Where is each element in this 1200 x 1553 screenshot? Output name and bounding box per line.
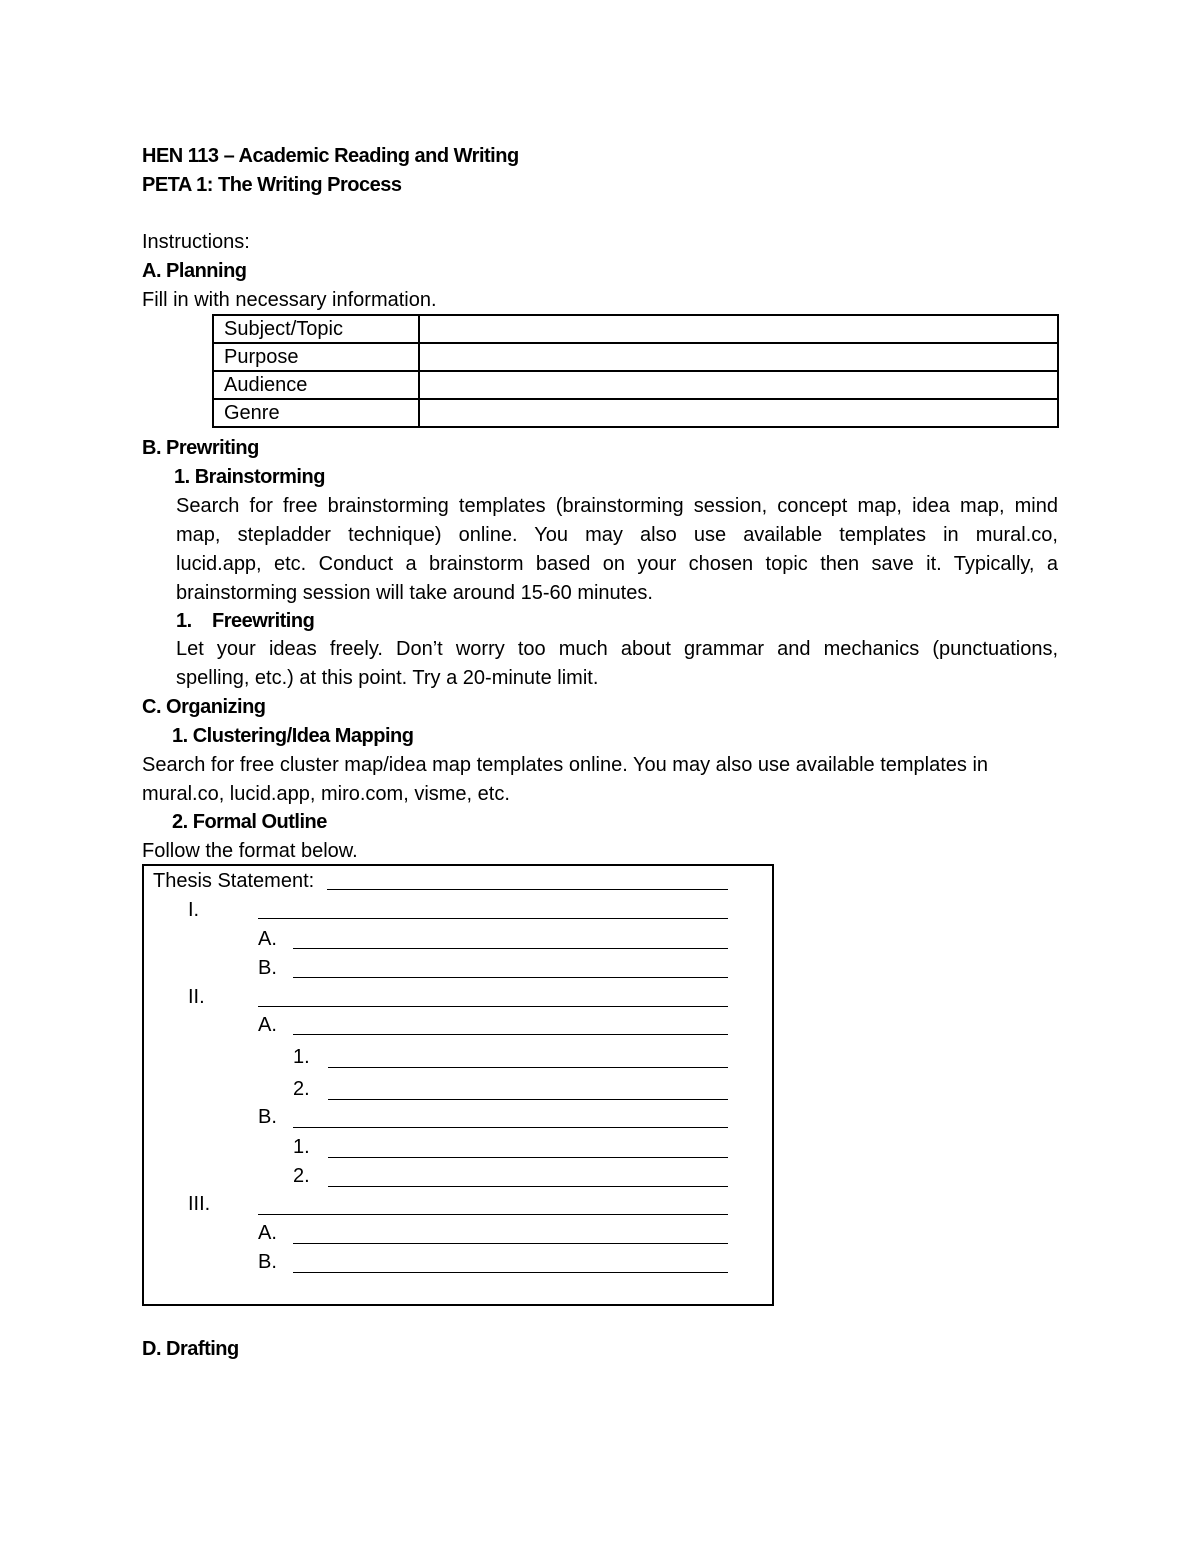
outline-line[interactable] bbox=[258, 1214, 728, 1215]
instructions-label: Instructions: bbox=[142, 231, 250, 253]
table-label-purpose: Purpose bbox=[213, 343, 419, 371]
freewriting-number: 1. bbox=[176, 610, 192, 632]
outline-marker: A. bbox=[258, 1014, 277, 1036]
thesis-line[interactable] bbox=[327, 889, 728, 890]
outline-line[interactable] bbox=[293, 1034, 728, 1035]
outline-marker: B. bbox=[258, 1106, 277, 1128]
outline-line[interactable] bbox=[293, 1243, 728, 1244]
outline-line[interactable] bbox=[328, 1067, 728, 1068]
clustering-paragraph bbox=[142, 751, 1052, 809]
outline-marker: 1. bbox=[293, 1046, 310, 1068]
outline-heading: 2. Formal Outline bbox=[172, 811, 327, 833]
outline-box bbox=[142, 864, 774, 1306]
paragraph-line: lucid.app, etc. Conduct a brainstorm based on your chosen topic then save it. Typically, a bbox=[176, 553, 1058, 575]
brainstorming-heading: 1. Brainstorming bbox=[174, 466, 325, 488]
clustering-heading: 1. Clustering/Idea Mapping bbox=[172, 725, 414, 747]
outline-marker: B. bbox=[258, 957, 277, 979]
table-row bbox=[213, 315, 1058, 343]
paragraph-line: mural.co, lucid.app, miro.com, visme, etc. bbox=[142, 783, 510, 805]
thesis-label: Thesis Statement: bbox=[153, 870, 315, 892]
table-value-purpose[interactable] bbox=[419, 343, 1058, 371]
outline-line[interactable] bbox=[328, 1186, 728, 1187]
table-value-genre[interactable] bbox=[419, 399, 1058, 427]
freewriting-paragraph bbox=[176, 635, 1058, 693]
prewriting-heading: B. Prewriting bbox=[142, 437, 259, 459]
course-title: HEN 113 – Academic Reading and Writing bbox=[142, 145, 519, 167]
paragraph-line: Let your ideas freely. Don’t worry too much about grammar and mechanics (punctuations, bbox=[176, 638, 1058, 660]
outline-line[interactable] bbox=[328, 1157, 728, 1158]
outline-marker: A. bbox=[258, 1222, 277, 1244]
organizing-heading: C. Organizing bbox=[142, 696, 266, 718]
table-label-genre: Genre bbox=[213, 399, 419, 427]
paragraph-line: spelling, etc.) at this point. Try a 20-minute limit. bbox=[176, 667, 599, 689]
planning-table bbox=[212, 314, 1059, 428]
outline-line[interactable] bbox=[293, 948, 728, 949]
outline-marker: I. bbox=[188, 899, 200, 921]
outline-line[interactable] bbox=[258, 1006, 728, 1007]
outline-line[interactable] bbox=[293, 1127, 728, 1128]
paragraph-line: map, stepladder technique) online. You may also use available templates in mural.co, bbox=[176, 524, 1058, 546]
outline-marker: 2. bbox=[293, 1078, 310, 1100]
table-label-audience: Audience bbox=[213, 371, 419, 399]
brainstorming-paragraph bbox=[176, 492, 1058, 608]
planning-intro: Fill in with necessary information. bbox=[142, 289, 437, 311]
outline-line[interactable] bbox=[328, 1099, 728, 1100]
table-row bbox=[213, 399, 1058, 427]
paragraph-line: Search for free cluster map/idea map templates online. You may also use available templates in bbox=[142, 754, 989, 776]
outline-marker: B. bbox=[258, 1251, 277, 1273]
table-row bbox=[213, 371, 1058, 399]
table-row bbox=[213, 343, 1058, 371]
outline-line[interactable] bbox=[293, 1272, 728, 1273]
drafting-heading: D. Drafting bbox=[142, 1338, 239, 1360]
paragraph-line: Search for free brainstorming templates (brainstorming session, concept map, idea map, mind bbox=[176, 495, 1058, 517]
outline-line[interactable] bbox=[258, 918, 728, 919]
outline-intro: Follow the format below. bbox=[142, 840, 358, 862]
outline-marker: 1. bbox=[293, 1136, 310, 1158]
table-value-audience[interactable] bbox=[419, 371, 1058, 399]
table-label-subject: Subject/Topic bbox=[213, 315, 419, 343]
outline-marker: III. bbox=[188, 1193, 211, 1215]
table-value-subject[interactable] bbox=[419, 315, 1058, 343]
paragraph-line: brainstorming session will take around 15-60 minutes. bbox=[176, 582, 653, 604]
task-title: PETA 1: The Writing Process bbox=[142, 174, 402, 196]
outline-marker: A. bbox=[258, 928, 277, 950]
outline-line[interactable] bbox=[293, 977, 728, 978]
outline-marker: 2. bbox=[293, 1165, 310, 1187]
freewriting-heading: Freewriting bbox=[212, 610, 315, 632]
planning-heading: A. Planning bbox=[142, 260, 247, 282]
outline-marker: II. bbox=[188, 986, 205, 1008]
